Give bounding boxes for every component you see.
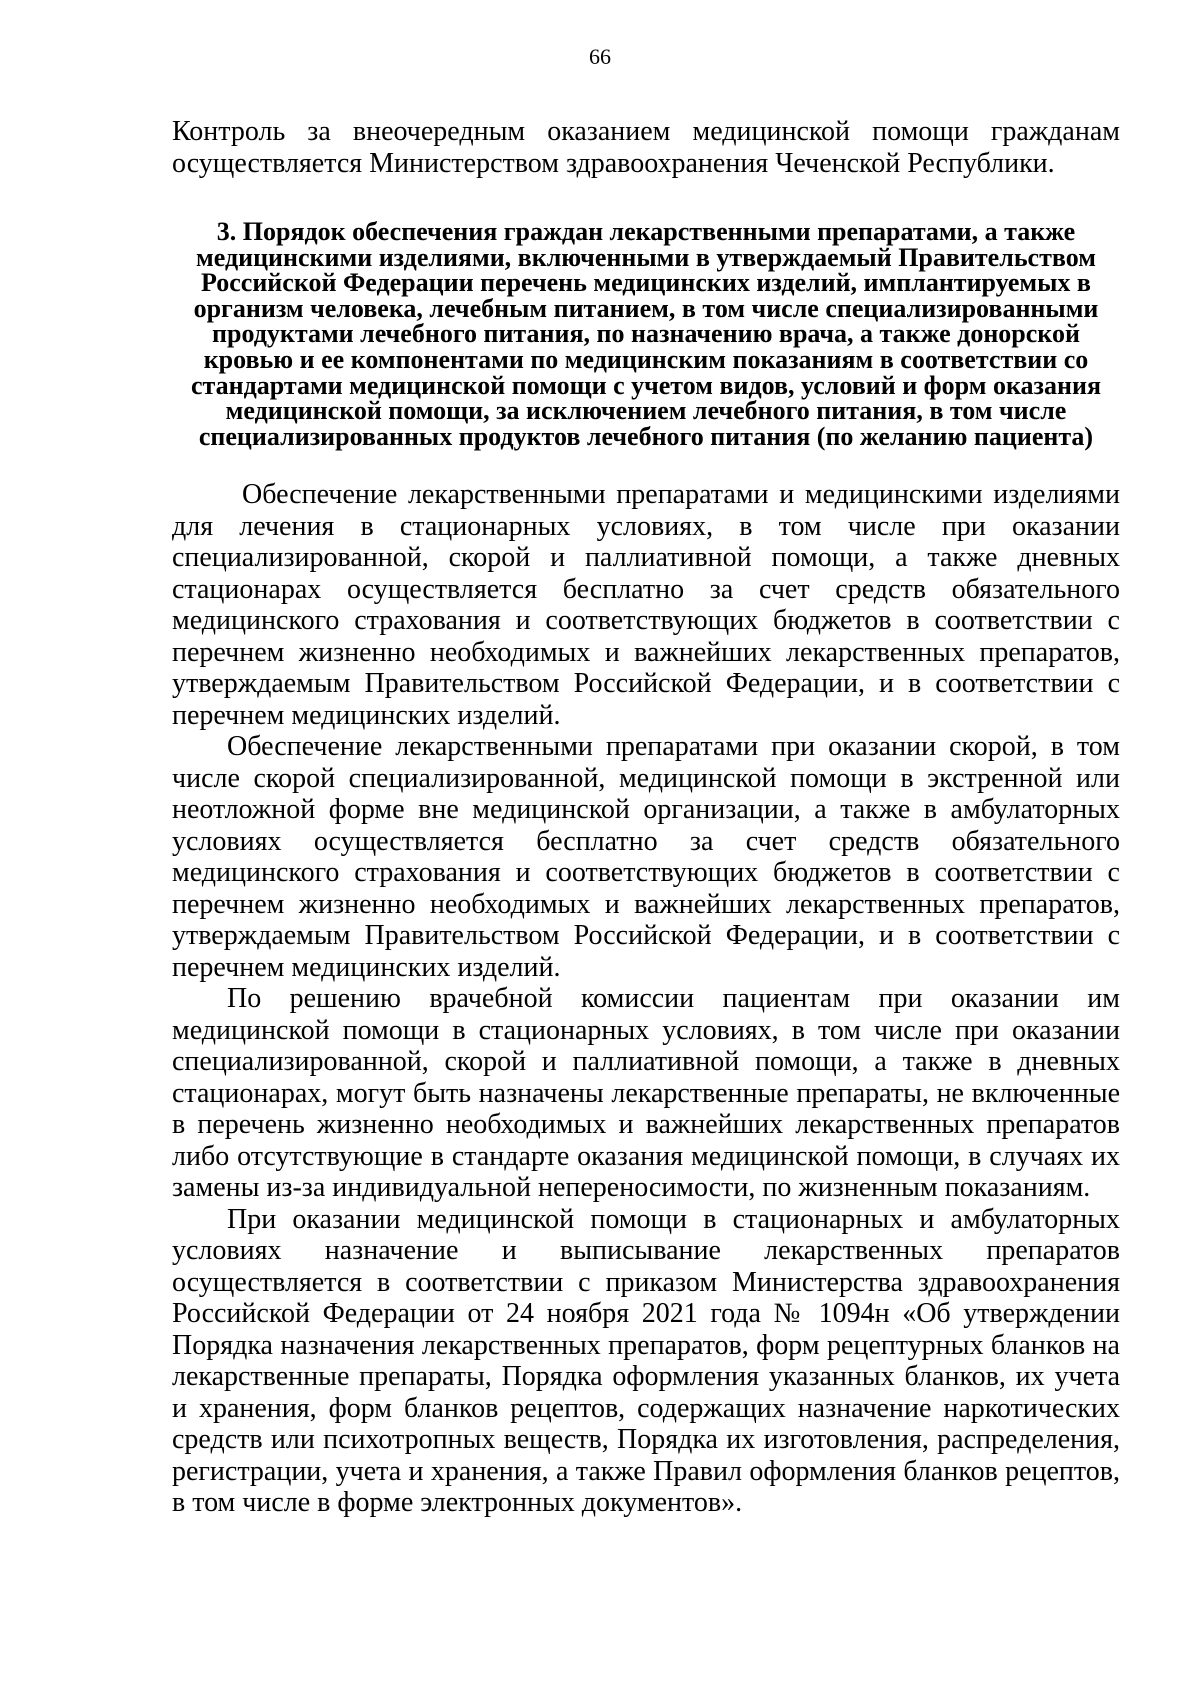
section-paragraph: При оказании медицинской помощи в стационарных и амбулаторных условиях назначение и выписывание лекарственных препаратов осуществляется в соответствии с приказом Министерства здравоохранения Российской Федерации от 24 ноября 2021 года № 1094н «Об утверждении Порядка назначения лекарственных препаратов, форм рецептурных бланков на лекарственные препараты, Порядка оформления указанных бланков, их учета и хранения, форм бланков рецептов, содержащих назначение наркотических средств или психотропных веществ, Порядка их изготовления, распределения, регистрации, учета и хранения, а также Правил оформления бланков рецептов, в том числе в форме электронных документов». bbox=[172, 1203, 1120, 1519]
page-number: 66 bbox=[589, 44, 611, 69]
section-paragraph: Обеспечение лекарственными препаратами и медицинскими изделиями для лечения в стационарных условиях, в том числе при оказании специализированной, скорой и паллиативной помощи, а также дневных стационарах осуществляется бесплатно за счет средств обязательного медицинского страхования и соответствующих бюджетов в соответствии с перечнем жизненно необходимых и важнейших лекарственных препаратов, утверждаемым Правительством Российской Федерации, и в соответствии с перечнем медицинских изделий. bbox=[172, 479, 1120, 731]
section-paragraph: Обеспечение лекарственными препаратами при оказании скорой, в том числе скорой специализированной, медицинской помощи в экстренной или неотложной форме вне медицинской организации, а также в амбулаторных условиях осуществляется бесплатно за счет средств обязательного медицинского страхования и соответствующих бюджетов в соответствии с перечнем жизненно необходимых и важнейших лекарственных препаратов, утверждаемым Правительством Российской Федерации, и в соответствии с перечнем медицинских изделий. bbox=[172, 731, 1120, 983]
intro-paragraph: Контроль за внеочередным оказанием медицинской помощи гражданам осуществляется Министерством здравоохранения Чеченской Республики. bbox=[172, 116, 1120, 179]
section-heading-block bbox=[172, 219, 1120, 449]
section-heading: 3. Порядок обеспечения граждан лекарственными препаратами, а также медицинскими изделиями, включенными в утверждаемый Правительством Российской Федерации перечень медицинских изделий, имплантируемых в организм человека, лечебным питанием, в том числе специализированными продуктами лечебного питания, по назначению врача, а также донорской кровью и ее компонентами по медицинским показаниям в соответствии со стандартами медицинской помощи с учетом видов, условий и форм оказания медицинской помощи, за исключением лечебного питания, в том числе специализированных продуктов лечебного питания (по желанию пациента) bbox=[190, 217, 1102, 451]
page-content bbox=[172, 116, 1120, 1519]
section-paragraph: По решению врачебной комиссии пациентам при оказании им медицинской помощи в стационарных условиях, в том числе при оказании специализированной, скорой и паллиативной помощи, а также в дневных стационарах, могут быть назначены лекарственные препараты, не включенные в перечень жизненно необходимых и важнейших лекарственных препаратов либо отсутствующие в стандарте оказания медицинской помощи, в случаях их замены из-за индивидуальной непереносимости, по жизненным показаниям. bbox=[172, 983, 1120, 1204]
